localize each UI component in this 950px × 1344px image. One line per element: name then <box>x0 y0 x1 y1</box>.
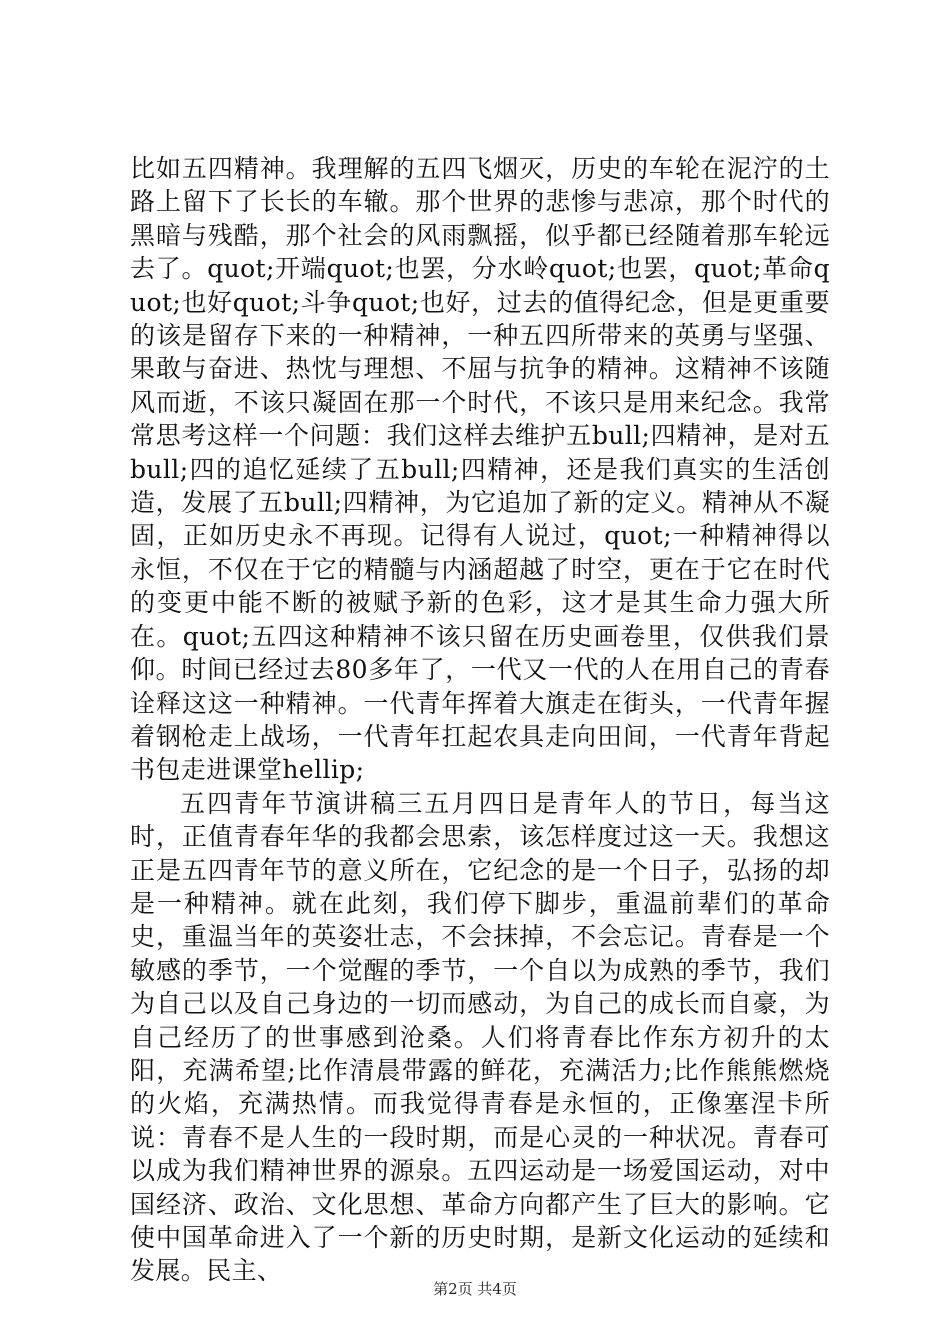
page-footer: 第2页 共4页 <box>433 1280 517 1298</box>
paragraph-2: 五四青年节演讲稿三五月四日是青年人的节日，每当这时，正值青春年华的我都会思索，该怎样度过这一天。我想这正是五四青年节的意义所在，它纪念的是一个日子，弘扬的却是一种精神。就在此刻，我们停下脚步，重温前辈们的革命史，重温当年的英姿壮志，不会抹掉，不会忘记。青春是一个敏感的季节，一个觉醒的季节，一个自以为成熟的季节，我们为自己以及自己身边的一切而感动，为自己的成长而自豪，为自己经历了的世事感到沧桑。人们将青春比作东方初升的太阳，充满希望;比作清晨带露的鲜花，充满活力;比作熊熊燃烧的火焰，充满热情。而我觉得青春是永恒的，正像塞涅卡所说：青春不是人生的一段时期，而是心灵的一种状况。青春可以成为我们精神世界的源泉。五四运动是一场爱国运动，对中国经济、政治、文化思想、革命方向都产生了巨大的影响。它使中国革命进入了一个新的历史时期，是新文化运动的延续和发展。民主、 <box>130 788 830 1286</box>
document-body <box>130 152 830 1288</box>
paragraph-1: 比如五四精神。我理解的五四飞烟灭，历史的车轮在泥泞的土路上留下了长长的车辙。那个世界的悲惨与悲凉，那个时代的黑暗与残酷，那个社会的风雨飘摇，似乎都已经随着那车轮远去了。quot;开端quot;也罢，分水岭quot;也罢，quot;革命quot;也好quot;斗争quot;也好，过去的值得纪念，但是更重要的该是留存下来的一种精神，一种五四所带来的英勇与坚强、果敢与奋进、热忱与理想、不屈与抗争的精神。这精神不该随风而逝，不该只凝固在那一个时代，不该只是用来纪念。我常常思考这样一个问题：我们这样去维护五bull;四精神，是对五bull;四的追忆延续了五bull;四精神，还是我们真实的生活创造，发展了五bull;四精神，为它追加了新的定义。精神从不凝固，正如历史永不再现。记得有人说过，quot;一种精神得以永恒，不仅在于它的精髓与内涵超越了时空，更在于它在时代的变更中能不断的被赋予新的色彩，这才是其生命力强大所在。quot;五四这种精神不该只留在历史画卷里，仅供我们景仰。时间已经过去80多年了，一代又一代的人在用自己的青春诠释这这一种精神。一代青年挥着大旗走在街头，一代青年握着钢枪走上战场，一代青年扛起农具走向田间，一代青年背起书包走进课堂hellip; <box>130 154 830 785</box>
